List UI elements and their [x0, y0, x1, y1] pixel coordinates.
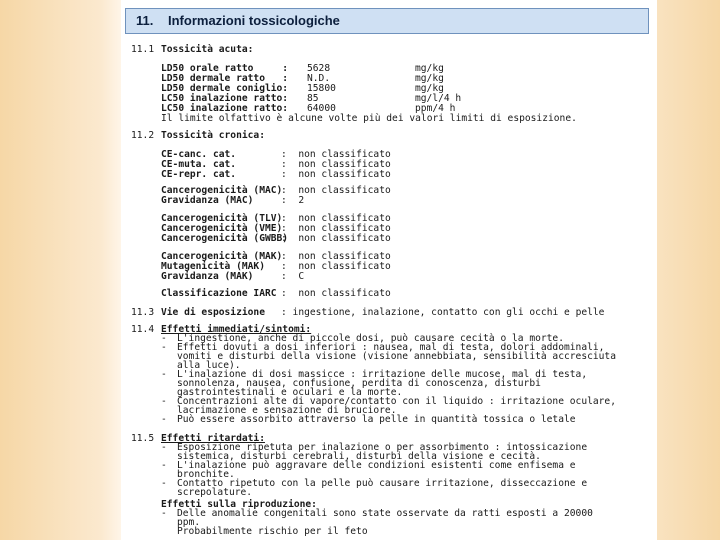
acute-label: LD50 orale ratto : — [161, 63, 289, 74]
effect-line: Concentrazioni alte di vapore/contatto con il liquido : irritazione oculare, — [177, 396, 616, 407]
chronic-label: Cancerogenicità (MAK) — [161, 251, 283, 262]
chronic-value: : non classificato — [281, 251, 391, 262]
section-number: 11. — [136, 13, 154, 28]
acute-value: 5628 — [307, 63, 331, 74]
chronic-value: : non classificato — [281, 288, 391, 299]
chronic-value: : non classificato — [281, 223, 391, 234]
chronic-value: : non classificato — [281, 149, 391, 160]
acute-label: LD50 dermale ratto : — [161, 73, 289, 84]
subsection-number-11-1: 11.1 — [131, 44, 155, 55]
subsection-title-acute-toxicity: Tossicità acuta: — [161, 44, 254, 55]
bullet-dash: - — [161, 396, 167, 407]
reproduction-effects-title: Effetti sulla riproduzione: — [161, 499, 317, 510]
bullet-dash: - — [161, 442, 167, 453]
effect-line: bronchite. — [177, 469, 235, 480]
acute-unit: ppm/4 h — [415, 103, 456, 114]
effect-line: Effetti dovuti a dosi inferiori : nausea, mal di testa, dolori addominali, — [177, 342, 605, 353]
chronic-label: Gravidanza (MAC) — [161, 195, 254, 206]
acute-label: LC50 inalazione ratto: — [161, 103, 289, 114]
acute-value: N.D. — [307, 73, 331, 84]
section-title: Informazioni tossicologiche — [168, 13, 340, 28]
chronic-label: CE-muta. cat. — [161, 159, 237, 170]
subsection-title-immediate-effects: Effetti immediati/sintomi: — [161, 324, 312, 335]
effect-line: sistemica, disturbi cerebrali, disturbi della visione e cecità. — [177, 451, 541, 462]
effect-line: L'inalazione di dosi massicce : irritazione delle mucose, mal di testa, — [177, 369, 588, 380]
chronic-value: : non classificato — [281, 233, 391, 244]
subsection-number-11-5: 11.5 — [131, 433, 155, 444]
effect-line: Probabilmente rischio per il feto — [177, 526, 368, 537]
subsection-title-delayed-effects: Effetti ritardati: — [161, 433, 265, 444]
chronic-value: : C — [281, 271, 305, 282]
acute-unit: mg/l/4 h — [415, 93, 462, 104]
subsection-title-chronic-toxicity: Tossicità cronica: — [161, 130, 265, 141]
subsection-number-11-4: 11.4 — [131, 324, 155, 335]
chronic-label: Classificazione IARC — [161, 288, 277, 299]
effect-line: ppm. — [177, 517, 201, 528]
olfactory-note: Il limite olfattivo è alcune volte più dei valori limiti di esposizione. — [161, 113, 577, 124]
subsection-number-11-3: 11.3 — [131, 307, 155, 318]
chronic-value: : non classificato — [281, 159, 391, 170]
effect-line: Può essere assorbito attraverso la pelle in quantità tossica o letale — [177, 414, 576, 425]
section-header-banner — [125, 8, 649, 34]
acute-value: 64000 — [307, 103, 336, 114]
chronic-label: Cancerogenicità (TLV) — [161, 213, 283, 224]
chronic-label: Cancerogenicità (GWBB) — [161, 233, 289, 244]
chronic-value: : non classificato — [281, 261, 391, 272]
chronic-label: Cancerogenicità (VME) — [161, 223, 283, 234]
bullet-dash: - — [161, 369, 167, 380]
acute-value: 15800 — [307, 83, 336, 94]
exposure-routes-value: : ingestione, inalazione, contatto con gli occhi e pelle — [281, 307, 605, 318]
acute-unit: mg/kg — [415, 63, 444, 74]
subsection-title-exposure-routes: Vie di esposizione — [161, 307, 265, 318]
effect-line: alla luce). — [177, 360, 241, 371]
chronic-label: CE-repr. cat. — [161, 169, 237, 180]
effect-line: screpolature. — [177, 487, 253, 498]
effect-line: vomiti e disturbi della visione (visione annebbiata, sensibilità accresciuta — [177, 351, 616, 362]
subsection-number-11-2: 11.2 — [131, 130, 155, 141]
effect-line: Contatto ripetuto con la pelle può causare irritazione, disseccazione e — [177, 478, 588, 489]
acute-unit: mg/kg — [415, 83, 444, 94]
bullet-dash: - — [161, 333, 167, 344]
acute-label: LD50 dermale coniglio: — [161, 83, 289, 94]
bullet-dash: - — [161, 414, 167, 425]
chronic-label: CE-canc. cat. — [161, 149, 237, 160]
effect-line: lacrimazione e sensazione di bruciore. — [177, 405, 397, 416]
effect-line: L'inalazione può aggravare delle condizioni esistenti come enfisema e — [177, 460, 576, 471]
bullet-dash: - — [161, 460, 167, 471]
acute-label: LC50 inalazione ratto: — [161, 93, 289, 104]
chronic-label: Cancerogenicità (MAC) — [161, 185, 283, 196]
effect-line: gastrointestinali e oculari e la morte. — [177, 387, 403, 398]
effect-line: L'ingestione, anche di piccole dosi, può causare cecità o la morte. — [177, 333, 564, 344]
effect-line: Esposizione ripetuta per inalazione o per assorbimento : intossicazione — [177, 442, 588, 453]
acute-unit: mg/kg — [415, 73, 444, 84]
chronic-label: Mutagenicità (MAK) — [161, 261, 265, 272]
chronic-value: : non classificato — [281, 185, 391, 196]
document-page — [121, 0, 657, 540]
acute-value: 85 — [307, 93, 319, 104]
bullet-dash: - — [161, 478, 167, 489]
chronic-label: Gravidanza (MAK) — [161, 271, 254, 282]
chronic-value: : non classificato — [281, 169, 391, 180]
chronic-value: : 2 — [281, 195, 305, 206]
effect-line: sonnolenza, nausea, confusione, perdita di conoscenza, disturbi — [177, 378, 541, 389]
chronic-value: : non classificato — [281, 213, 391, 224]
bullet-dash: - — [161, 508, 167, 519]
bullet-dash: - — [161, 342, 167, 353]
effect-line: Delle anomalie congenitali sono state osservate da ratti esposti a 20000 — [177, 508, 593, 519]
